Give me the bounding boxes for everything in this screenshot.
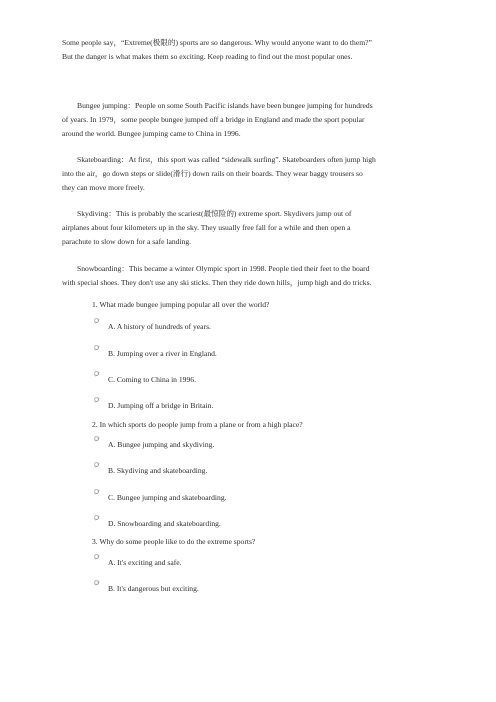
option-label: A. It's exciting and safe. [108,558,182,567]
skateboarding-line: they can move more freely. [62,183,145,192]
skydiving-line: parachute to slow down for a safe landing. [62,237,192,246]
option-label: D. Snowboarding and skateboarding. [108,519,221,528]
skydiving-line: airplanes about four kilometers up in the sky. They usually free fall for a while and then open a [62,223,351,232]
option-label: B. Jumping over a river in England. [108,349,217,358]
option-label: B. Skydiving and skateboarding. [108,466,208,475]
option-label: B. It's dangerous but exciting. [108,584,199,593]
question-2-text: 2. In which sports do people jump from a plane or from a high place? [92,420,303,429]
skateboarding-paragraph [62,153,438,195]
radio-button-icon[interactable] [94,371,99,376]
intro-line: Some people say，“Extreme(极限的) sports are so dangerous. Why would anyone want to do them?” [62,38,372,47]
radio-button-icon[interactable] [94,515,99,520]
radio-button-icon[interactable] [94,397,99,402]
option-label: C. Bungee jumping and skateboarding. [108,493,227,502]
snowboarding-line: Snowboarding：This became a winter Olympic sport in 1998. People tied their feet to the board [77,264,370,273]
radio-button-icon[interactable] [94,580,99,585]
bungee-line: around the world. Bungee jumping came to China in 1996. [62,129,241,138]
question-3-text: 3. Why do some people like to do the extreme sports? [92,537,256,546]
skydiving-line: Skydiving：This is probably the scariest(最惊险的) extreme sport. Skydivers jump out of [77,209,352,218]
intro-paragraph [62,36,438,64]
bungee-paragraph [62,99,438,141]
snowboarding-paragraph [62,262,438,290]
option-label: A. A history of hundreds of years. [108,322,211,331]
radio-button-icon[interactable] [94,489,99,494]
radio-button-icon[interactable] [94,462,99,467]
option-label: A. Bungee jumping and skydiving. [108,440,215,449]
radio-button-icon[interactable] [94,436,99,441]
radio-button-icon[interactable] [94,318,99,323]
skateboarding-line: into the air，go down steps or slide(滑行) down rails on their boards. They wear baggy trousers so [62,169,363,178]
snowboarding-line: with special shoes. They don't use any ski sticks. Then they ride down hills，jump high and do tricks. [62,278,372,287]
option-label: C. Coming to China in 1996. [108,375,196,384]
radio-button-icon[interactable] [94,554,99,559]
skateboarding-line: Skateboarding：At first，this sport was called “sidewalk surfing”. Skateboarders often jump high [77,155,376,164]
question-1-text: 1. What made bungee jumping popular all over the world? [92,300,270,309]
skydiving-paragraph [62,207,438,249]
radio-button-icon[interactable] [94,345,99,350]
intro-line: But the danger is what makes them so exciting. Keep reading to find out the most popular ones. [62,52,353,61]
bungee-line: Bungee jumping：People on some South Pacific islands have been bungee jumping for hundreds [77,101,373,110]
option-label: D. Jumping off a bridge in Britain. [108,401,214,410]
bungee-line: of years. In 1979，some people bungee jumped off a bridge in England and made the sport popular [62,115,365,124]
